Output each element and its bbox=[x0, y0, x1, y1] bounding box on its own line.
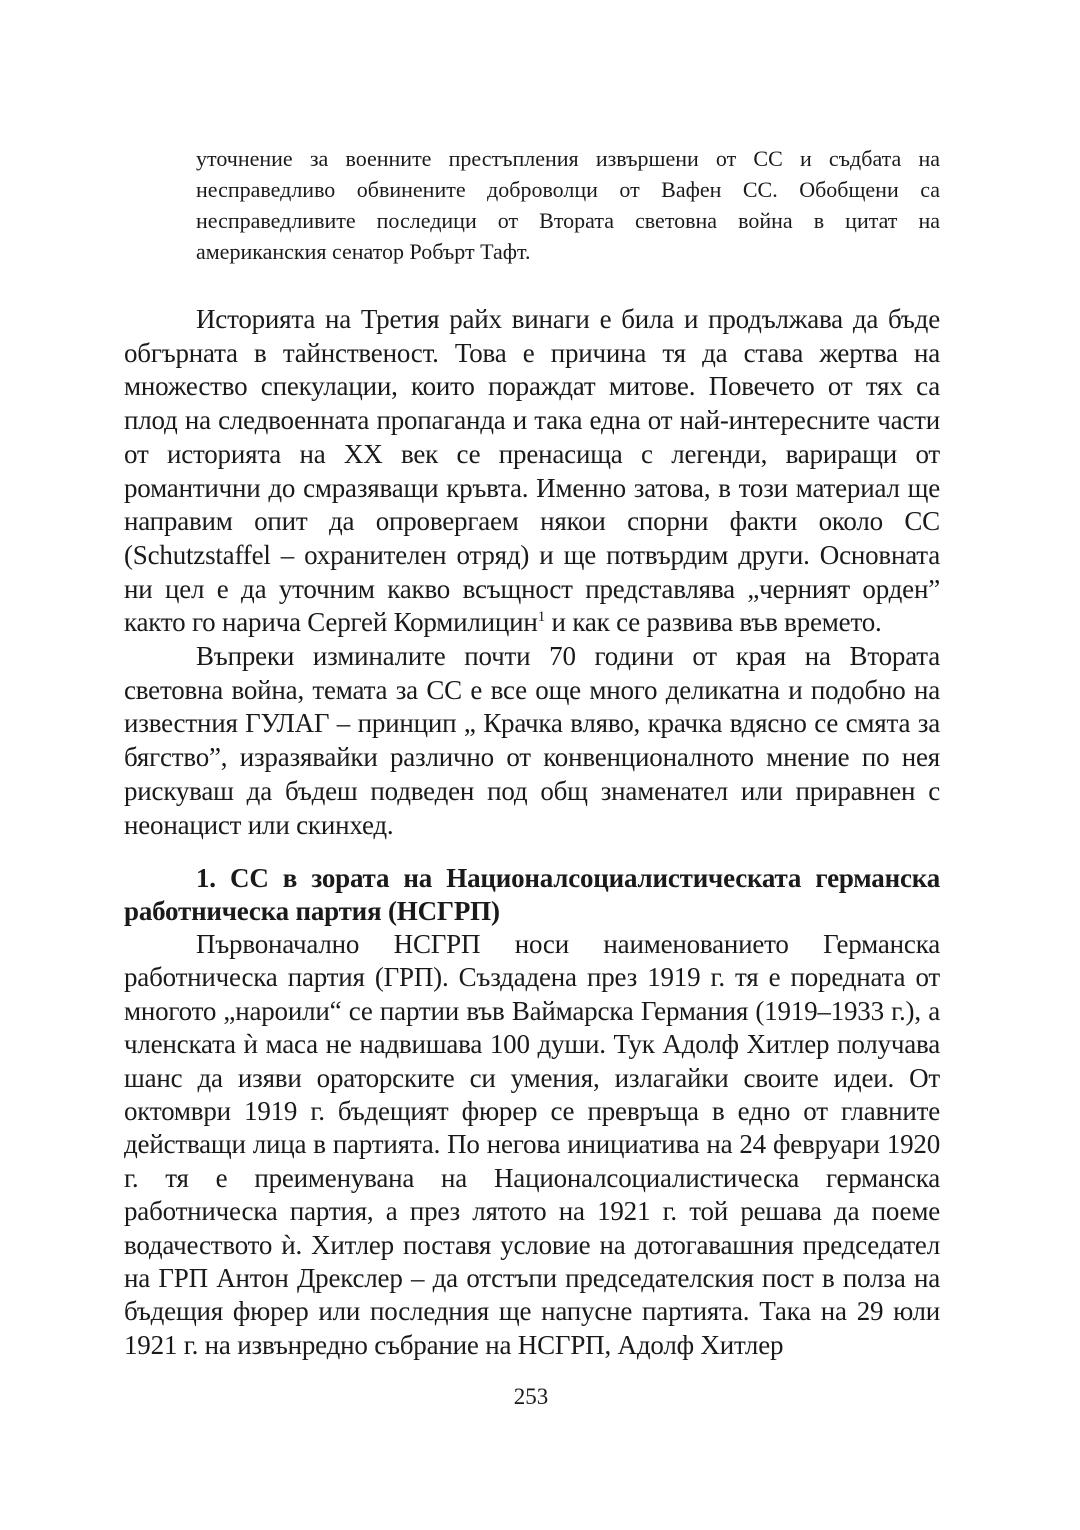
intro-paragraph-1-tail: и как се развива във времето. bbox=[545, 607, 882, 638]
intro-section bbox=[124, 303, 940, 842]
section-1 bbox=[124, 862, 940, 1362]
footnote-reference: 1 bbox=[537, 609, 545, 626]
page-number: 253 bbox=[513, 1384, 549, 1409]
abstract-paragraph: уточнение за военните престъпления извършени от СС и съдбата на несправедливо обвинените доброволци от Вафен СС. Обобщени са несправедливите последици от Втората световна война в цитат на американския сенатор Робърт Тафт. bbox=[196, 146, 940, 264]
intro-paragraph-1 bbox=[124, 303, 940, 640]
section-paragraph: Първоначално НСГРП носи наименованието Германска работническа партия (ГРП). Създадена през 1919 г. тя е поредната от многото „нароили“ се партии във Ваймарска Германия (1919–1933 г.), а членската ѝ маса не надвишава 100 души. Тук Адолф Хитлер получава шанс да изяви ораторските си умения, излагайки своите идеи. От октомври 1919 г. бъдещият фюрер се превръща в едно от главните действащи лица в партията. По негова инициатива на 24 февруари 1920 г. тя е преименувана на Националсоциалистическа германска работническа партия, а през лятото на 1921 г. той решава да поеме водачеството ѝ. Хитлер поставя условие на дотогавашния председател на ГРП Антон Дрекслер – да отстъпи председателския пост в полза на бъдещия фюрер или последния ще напусне партията. Така на 29 юли 1921 г. на извънредно събрание на НСГРП, Адолф Хитлер bbox=[124, 929, 940, 1360]
section-heading: 1. СС в зората на Националсоциалистическата германска работническа партия (НСГРП) bbox=[124, 863, 940, 926]
intro-paragraph-2: Въпреки изминалите почти 70 години от края на Втората световна война, темата за СС е все още много деликатна и подобно на известния ГУЛАГ – принцип „ Крачка вляво, крачка вдясно се смята за бягство”, изразявайки различно от конвенционалното мнение по нея рискуваш да бъдеш подведен под общ знаменател или приравнен с неонацист или скинхед. bbox=[124, 641, 940, 840]
intro-paragraph-1-text: Историята на Третия райх винаги е била и продължава да бъде обгърната в тайнственост. Това е причина тя да става жертва на множество спекулации, които пораждат митове. Повечето от тях са плод на следвоенната пропаганда и така една от най-интересните части от историята на XX век се пренасища с легенди, вариращи от романтични до смразяващи кръвта. Именно затова, в този материал ще направим опит да опровергаем някои спорни факти около СС (Schutzstaffel – охранителен отряд) и ще потвърдим други. Основната ни цел е да уточним какво всъщност представлява „черният орден” както го нарича Сергей Кормилицин bbox=[124, 304, 940, 638]
abstract-block bbox=[196, 143, 940, 267]
